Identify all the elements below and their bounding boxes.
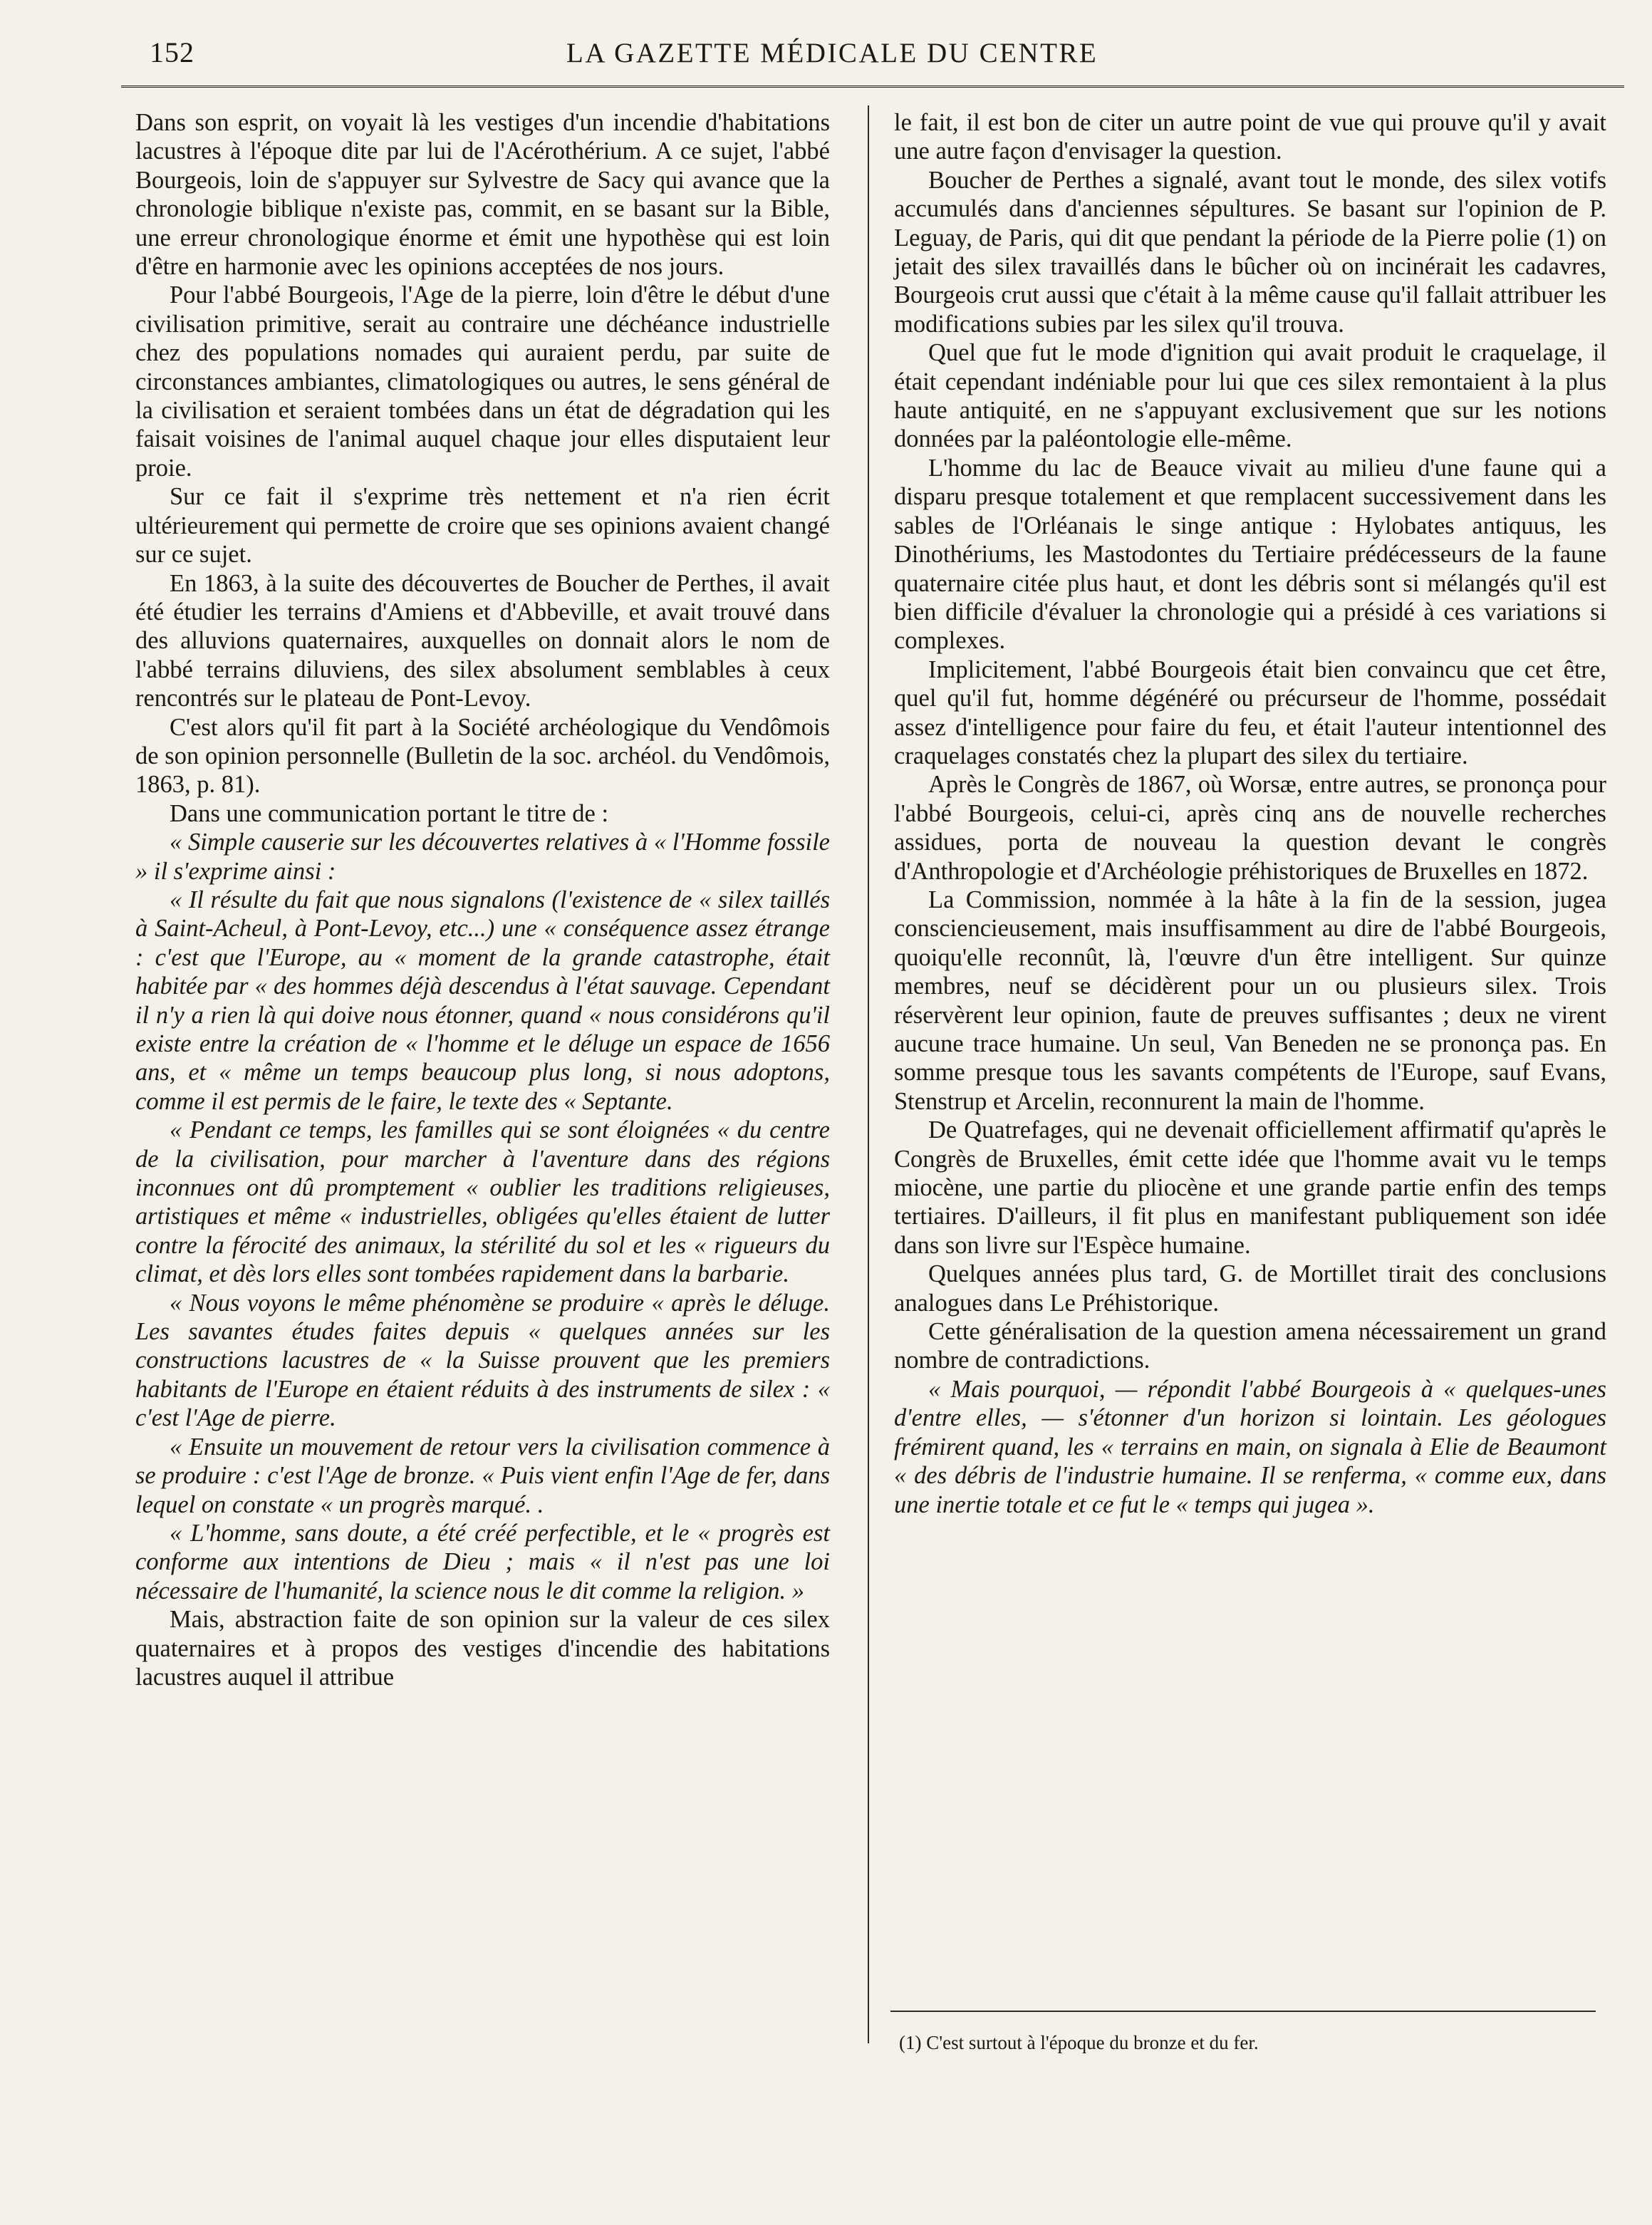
footnote: (1) C'est surtout à l'époque du bronze et du fer. bbox=[899, 2032, 1259, 2053]
quote-paragraph: « Simple causerie sur les découvertes relatives à « l'Homme fossile » il s'exprime ainsi : bbox=[135, 829, 830, 885]
header-rule bbox=[121, 85, 1624, 88]
right-column bbox=[894, 108, 1606, 1519]
paragraph: Après le Congrès de 1867, où Worsæ, entre autres, se prononça pour l'abbé Bourgeois, celui-ci, après cinq ans de nouvelle recherches assidues, porta de nouveau la question devant le congrès d'Anthropologie et d'Archéologie préhistoriques de Bruxelles en 1872. bbox=[894, 771, 1606, 885]
page-header bbox=[121, 36, 1596, 80]
quote-paragraph: « Pendant ce temps, les familles qui se sont éloignées « du centre de la civilisation, pour marcher à l'aventure dans des régions inconnues ont dû promptement « oublier les traditions religieuses, artistiques et même « industrielles, obligées qu'elles étaient de lutter contre la férocité des animaux, la stérilité du sol et les « rigueurs du climat, et dès lors elles sont tombées rapidement dans la barbarie. bbox=[135, 1116, 830, 1288]
column-divider bbox=[868, 105, 869, 2043]
paragraph: Cette généralisation de la question amena nécessairement un grand nombre de contradictions. bbox=[894, 1318, 1606, 1374]
paragraph: Implicitement, l'abbé Bourgeois était bien convaincu que cet être, quel qu'il fut, homme dégénéré ou précurseur de l'homme, possédait assez d'intelligence pour faire du feu, et était l'auteur intentionnel des craquelages constatés chez la plupart des silex du tertiaire. bbox=[894, 655, 1606, 769]
quote-paragraph: « L'homme, sans doute, a été créé perfectible, et le « progrès est conforme aux intentions de Dieu ; mais « il n'est pas une loi nécessaire de l'humanité, la science nous le dit comme la religion. » bbox=[135, 1519, 830, 1604]
paragraph: Sur ce fait il s'exprime très nettement et n'a rien écrit ultérieurement qui permette de croire que ses opinions avaient changé sur ce sujet. bbox=[135, 483, 830, 569]
paragraph: Pour l'abbé Bourgeois, l'Age de la pierre, loin d'être le début d'une civilisation primitive, serait au contraire une déchéance industrielle chez des populations nomades qui auraient perdu, par suite de circonstances ambiantes, climatologiques ou autres, le sens général de la civilisation et seraient tombées dans un état de dégradation qui les faisait voisines de l'animal auquel chaque jour elles disputaient leur proie. bbox=[135, 281, 830, 482]
paragraph: La Commission, nommée à la hâte à la fin de la session, jugea consciencieusement, mais insuffisamment au dire de l'abbé Bourgeois, quoiqu'elle reconnût, là, l'œuvre d'un être intelligent. Sur quinze membres, neuf se décidèrent pour un ou plusieurs silex. Trois réservèrent leur opinion, faute de preuves suffisantes ; deux ne virent aucune trace humaine. Un seul, Van Beneden ne se prononça pas. En somme presque tous les savants compétents de l'Europe, sauf Evans, Stenstrup et Arcelin, reconnurent la main de l'homme. bbox=[894, 886, 1606, 1115]
page-number: 152 bbox=[150, 36, 194, 68]
paragraph: Dans son esprit, on voyait là les vestiges d'un incendie d'habitations lacustres à l'époque dite par lui de l'Acérothérium. A ce sujet, l'abbé Bourgeois, loin de s'appuyer sur Sylvestre de Sacy qui avance que la chronologie biblique n'existe pas, commit, en se basant sur la Bible, une erreur chronologique énorme et émit une hypothèse qui est loin d'être en harmonie avec les opinions acceptées de nos jours. bbox=[135, 109, 830, 281]
paragraph: En 1863, à la suite des découvertes de Boucher de Perthes, il avait été étudier les terrains d'Amiens et d'Abbeville, et avait trouvé dans des alluvions quaternaires, auxquelles on donnait alors le nom de l'abbé terrains diluviens, des silex absolument semblables à ceux rencontrés sur le plateau de Pont-Levoy. bbox=[135, 569, 830, 712]
paragraph: C'est alors qu'il fit part à la Société archéologique du Vendômois de son opinion personnelle (Bulletin de la soc. archéol. du Vendômois, 1863, p. 81). bbox=[135, 713, 830, 799]
paragraph: Quel que fut le mode d'ignition qui avait produit le craquelage, il était cependant indéniable pour lui que ces silex remontaient à la plus haute antiquité, en ne s'appuyant exclusivement que sur les notions données par la paléontologie elle-même. bbox=[894, 339, 1606, 453]
paragraph: Dans une communication portant le titre de : bbox=[170, 799, 609, 827]
journal-title: LA GAZETTE MÉDICALE DU CENTRE bbox=[566, 38, 1098, 68]
quote-paragraph: « Ensuite un mouvement de retour vers la civilisation commence à se produire : c'est l'Age de bronze. « Puis vient enfin l'Age de fer, dans lequel on constate « un progrès marqué. . bbox=[135, 1433, 830, 1518]
paragraph: le fait, il est bon de citer un autre point de vue qui prouve qu'il y avait une autre façon d'envisager la question. bbox=[894, 109, 1606, 165]
left-column bbox=[135, 108, 830, 1691]
paragraph: De Quatrefages, qui ne devenait officiellement affirmatif qu'après le Congrès de Bruxelles, émit cette idée que l'homme avait vu le temps miocène, une partie du pliocène et une grande partie enfin des temps tertiaires. D'ailleurs, il fit plus en manifestant publiquement son idée dans son livre sur l'Espèce humaine. bbox=[894, 1116, 1606, 1259]
quote-paragraph: « Il résulte du fait que nous signalons (l'existence de « silex taillés à Saint-Acheul, à Pont-Levoy, etc...) une « conséquence assez étrange : c'est que l'Europe, au « moment de la grande catastrophe, était habitée par « des hommes déjà descendus à l'état sauvage. Cependant il n'y a rien là qui doive nous étonner, quand « nous considérons qu'il existe entre la création de « l'homme et le déluge un espace de 1656 ans, et « même un temps beaucoup plus long, si nous adoptons, comme il est permis de le faire, le texte des « Septante. bbox=[135, 886, 830, 1115]
quote-paragraph: « Mais pourquoi, — répondit l'abbé Bourgeois à « quelques-unes d'entre elles, — s'étonner d'un horizon si lointain. Les géologues frémirent quand, les « terrains en main, on signala à Elie de Beaumont « des débris de l'industrie humaine. Il se renferma, « comme eux, dans une inertie totale et ce fut le « temps qui jugea ». bbox=[894, 1375, 1606, 1518]
paragraph: L'homme du lac de Beauce vivait au milieu d'une faune qui a disparu presque totalement et que remplacent successivement dans les sables de l'Orléanais le singe antique : Hylobates antiquus, les Dinothériums, les Mastodontes du Tertiaire prédécesseurs de la faune quaternaire citée plus haut, et dont les débris sont si mélangés qu'il est bien difficile d'évaluer la chronologie qui a présidé à ces variations si complexes. bbox=[894, 454, 1606, 655]
quote-paragraph: « Nous voyons le même phénomène se produire « après le déluge. Les savantes études faites depuis « quelques années sur les constructions lacustres de « la Suisse prouvent que les premiers habitants de l'Europe en étaient réduits à des instruments de silex : « c'est l'Age de pierre. bbox=[135, 1289, 830, 1432]
paragraph: Quelques années plus tard, G. de Mortillet tirait des conclusions analogues dans Le Préhistorique. bbox=[894, 1260, 1606, 1317]
paragraph: Boucher de Perthes a signalé, avant tout le monde, des silex votifs accumulés dans d'anciennes sépultures. Se basant sur l'opinion de P. Leguay, de Paris, qui dit que pendant la période de la Pierre polie (1) on jetait des silex travaillés dans le bûcher où on incinérait les cadavres, Bourgeois crut aussi que c'était à la même cause qu'il fallait attribuer les modifications subies par les silex qu'il trouva. bbox=[894, 166, 1606, 338]
footnote-rule bbox=[890, 2011, 1596, 2012]
paragraph: Mais, abstraction faite de son opinion sur la valeur de ces silex quaternaires et à propos des vestiges d'incendie des habitations lacustres auquel il attribue bbox=[135, 1606, 830, 1691]
